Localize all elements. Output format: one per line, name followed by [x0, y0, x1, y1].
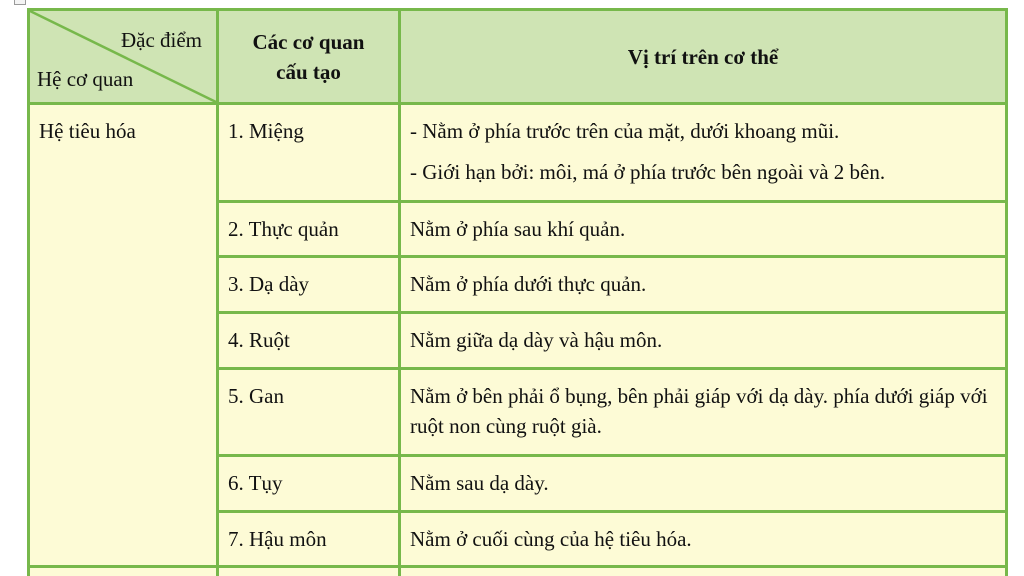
header-system-label: Hệ cơ quan	[37, 67, 134, 91]
partial-cell	[218, 567, 400, 576]
header-position-cell: Vị trí trên cơ thể	[400, 10, 1007, 104]
organ-cell: 5. Gan	[218, 369, 400, 456]
organ-system-table	[27, 8, 1008, 576]
header-diagonal-cell	[29, 10, 218, 104]
position-cell: Nằm ở bên phải ổ bụng, bên phải giáp với dạ dày. phía dưới giáp với ruột non cùng ruột già.	[400, 369, 1007, 456]
header-organs-cell	[218, 10, 400, 104]
table-row	[29, 104, 1007, 202]
header-organs-line-2: cấu tạo	[276, 59, 341, 84]
organ-cell: 3. Dạ dày	[218, 257, 400, 313]
position-line: - Giới hạn bởi: môi, má ở phía trước bên ngoài và 2 bên.	[410, 160, 886, 184]
system-name-cell: Hệ tiêu hóa	[29, 104, 218, 567]
position-cell	[400, 104, 1007, 202]
header-organs-line-1: Các cơ quan	[252, 29, 365, 54]
header-feature-label: Đặc điểm	[120, 28, 202, 52]
partial-cell	[29, 567, 218, 576]
organ-cell: 1. Miệng	[218, 104, 400, 202]
document-table-marker	[14, 0, 26, 5]
table-header-row	[29, 10, 1007, 104]
position-cell: Nằm ở cuối cùng của hệ tiêu hóa.	[400, 512, 1007, 567]
position-cell: Nằm ở phía dưới thực quản.	[400, 257, 1007, 313]
organ-cell: 7. Hậu môn	[218, 512, 400, 567]
position-cell: Nằm sau dạ dày.	[400, 456, 1007, 512]
organ-cell: 2. Thực quản	[218, 202, 400, 257]
organ-cell: 4. Ruột	[218, 313, 400, 369]
table-row-partial	[29, 567, 1007, 576]
position-cell: Nằm giữa dạ dày và hậu môn.	[400, 313, 1007, 369]
position-cell: Nằm ở phía sau khí quản.	[400, 202, 1007, 257]
position-line: - Nằm ở phía trước trên của mặt, dưới khoang mũi.	[410, 119, 840, 143]
partial-cell	[400, 567, 1007, 576]
organ-cell: 6. Tụy	[218, 456, 400, 512]
